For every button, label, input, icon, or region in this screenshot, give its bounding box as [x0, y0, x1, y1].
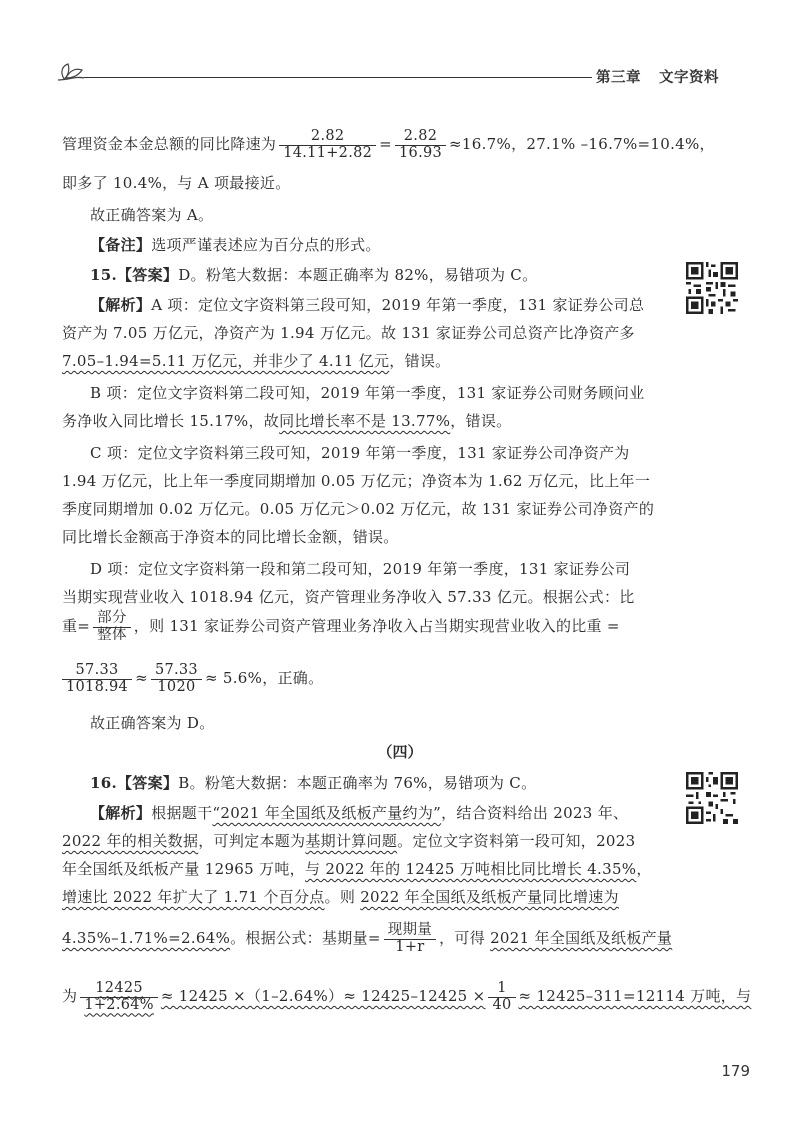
underlined-text: 2022 年的相关数据: [62, 832, 199, 850]
underlined-text: 与 2022 年的 12425 万吨相比同比增长 4.35%: [304, 860, 637, 878]
text-line: 故正确答案为 D。: [90, 714, 215, 732]
fraction: [62, 663, 132, 696]
text-segment: ，则 131 家证券公司资产管理业务净收入占当期实现营业收入的比重 =: [133, 617, 620, 635]
underlined-text: “2021 年全国纸及纸板产量约为”: [212, 804, 442, 822]
text-line: [62, 124, 715, 164]
fraction: [279, 129, 376, 162]
note-tag: 【备注】: [90, 236, 152, 254]
text-segment: 。定位文字资料第一段可知，2023: [397, 832, 636, 850]
analysis-tag: 【解析】: [90, 804, 152, 822]
fraction-numerator: 57.33: [62, 663, 132, 680]
approx-sign: ≈: [135, 669, 148, 687]
equals-sign: =: [379, 135, 393, 153]
analysis-line: [90, 290, 690, 320]
fraction: [488, 981, 515, 1014]
qr-code-icon[interactable]: [686, 772, 738, 824]
underlined-text: ≈ 12425 ×（1–2.64%）≈ 12425–12425 ×: [160, 987, 486, 1005]
text-segment: 务净收入同比增长 15.17%，故: [62, 412, 280, 430]
underlined-text: 7.05–1.94=5.11 万亿元，并非少了 4.11 亿元: [62, 352, 390, 370]
text-line: 当期实现营业收入 1018.94 亿元，资产管理业务净收入 57.33 亿元。根据公式：比: [62, 588, 635, 606]
text-segment: ，错误。: [450, 412, 512, 430]
text-line: [62, 916, 673, 960]
text-segment: ，: [636, 860, 652, 878]
text-line: [62, 606, 662, 646]
underlined-text: ≈ 12425–311=12114 万吨，与: [518, 987, 752, 1005]
fraction-numerator: 1: [488, 981, 515, 998]
text-segment: ，结合资料给出 2023 年、: [441, 804, 629, 822]
text-segment: 根据题干: [151, 804, 213, 822]
text-line: [62, 974, 752, 1018]
text-segment: 。则: [324, 888, 361, 906]
text-line: [62, 882, 662, 912]
underlined-text: 增速比 2022 年扩大了 1.71 个百分点: [62, 888, 325, 906]
text-segment: A 项：定位文字资料第三段可知，2019 年第一季度，131 家证券公司总: [151, 296, 645, 314]
chapter-number: 第三章: [596, 70, 641, 86]
analysis-line: [90, 798, 690, 828]
text-line: [62, 406, 662, 436]
fraction-denominator: 1+r: [395, 938, 425, 955]
text-line: 1.94 万亿元，比上年一季度同期增加 0.05 万亿元；净资本为 1.62 万亿元，比上年一: [62, 472, 651, 490]
fraction: [151, 663, 202, 696]
text-line: 同比增长金额高于净资本的同比增长金额，错误。: [62, 528, 399, 546]
text-line: B 项：定位文字资料第二段可知，2019 年第一季度，131 家证券公司财务顾问业: [90, 384, 645, 402]
answer-line: [90, 768, 690, 798]
fraction-numerator: 现期量: [384, 923, 436, 940]
answer-text: D。粉笔大数据：本题正确率为 82%，易错项为 C。: [178, 266, 538, 284]
text-segment: 为: [62, 987, 78, 1005]
text-segment: ，可判定本题为: [198, 832, 306, 850]
header-chapter: [596, 66, 756, 88]
fraction-numerator: 部分: [93, 611, 131, 628]
fraction-denominator: 整体: [97, 626, 127, 643]
fraction-numerator: 2.82: [279, 129, 376, 146]
text-segment: 重=: [62, 617, 91, 635]
fraction: [80, 981, 158, 1014]
underlined-text: 2021 年全国纸及纸板产量: [490, 929, 673, 947]
section-title: （四）: [377, 743, 423, 761]
fraction: [93, 611, 131, 644]
text-segment: ≈ 5.6%，正确。: [204, 669, 324, 687]
answer-line: [90, 260, 690, 290]
answer-text: B。粉笔大数据：本题正确率为 76%，易错项为 C。: [178, 774, 537, 792]
text-line: [62, 854, 662, 884]
text-segment: 。根据公式：基期量=: [230, 929, 381, 947]
text-segment: 管理资金本金总额的同比降速为: [62, 135, 277, 153]
text-segment: 年全国纸及纸板产量 12965 万吨，: [62, 860, 305, 878]
analysis-tag: 【解析】: [90, 296, 152, 314]
text-line: C 项：定位文字资料第三段可知，2019 年第一季度，131 家证券公司净资产为: [90, 444, 630, 462]
text-line: [62, 658, 662, 698]
fraction-numerator: 12425: [80, 981, 158, 998]
underlined-text: 同比增长率不是 13.77%: [279, 412, 451, 430]
text-line: [62, 826, 662, 856]
fraction-denominator: 16.93: [399, 144, 443, 161]
fraction-denominator: 1020: [157, 678, 196, 695]
fraction-numerator: 2.82: [395, 129, 446, 146]
qr-code-icon[interactable]: [686, 262, 738, 314]
underlined-text: 2022 年全国纸及纸板产量同比增速为: [360, 888, 619, 906]
fraction-numerator: 57.33: [151, 663, 202, 680]
fraction-denominator: 1018.94: [66, 678, 129, 695]
text-segment: ，可得: [439, 929, 491, 947]
fraction-denominator: 40: [492, 996, 512, 1013]
text-line: 季度同期增加 0.02 万亿元。0.05 万亿元＞0.02 万亿元，故 131 家证券公司净资产的: [62, 500, 655, 518]
text-line: 资产为 7.05 万亿元，净资产为 1.94 万亿元。故 131 家证券公司总资产比净资产多: [62, 324, 635, 342]
fraction: [395, 129, 446, 162]
fraction-denominator: 1+2.64%: [84, 996, 154, 1013]
answer-tag: 16.【答案】: [90, 774, 179, 792]
text-segment: ，错误。: [389, 352, 451, 370]
note-text: 选项严谨表述应为百分点的形式。: [151, 236, 381, 254]
underlined-text: 基期计算问题: [305, 832, 398, 850]
text-line: [62, 346, 662, 376]
fraction: [384, 923, 436, 956]
text-segment: ≈16.7%，27.1% –16.7%=10.4%，: [449, 135, 715, 153]
underlined-text: 4.35%–1.71%=2.64%: [62, 929, 231, 947]
header-rule: [84, 77, 592, 78]
chapter-title: 文字资料: [659, 70, 719, 86]
sprout-icon: [54, 58, 88, 84]
answer-tag: 15.【答案】: [90, 266, 179, 284]
page-number: 179: [721, 1062, 750, 1080]
fraction-denominator: 14.11+2.82: [283, 144, 373, 161]
text-line: 故正确答案为 A。: [90, 206, 214, 224]
text-line: D 项：定位文字资料第一段和第二段可知，2019 年第一季度，131 家证券公司: [90, 560, 631, 578]
text-line: 即多了 10.4%，与 A 项最接近。: [62, 174, 291, 192]
note-line: [90, 230, 690, 260]
